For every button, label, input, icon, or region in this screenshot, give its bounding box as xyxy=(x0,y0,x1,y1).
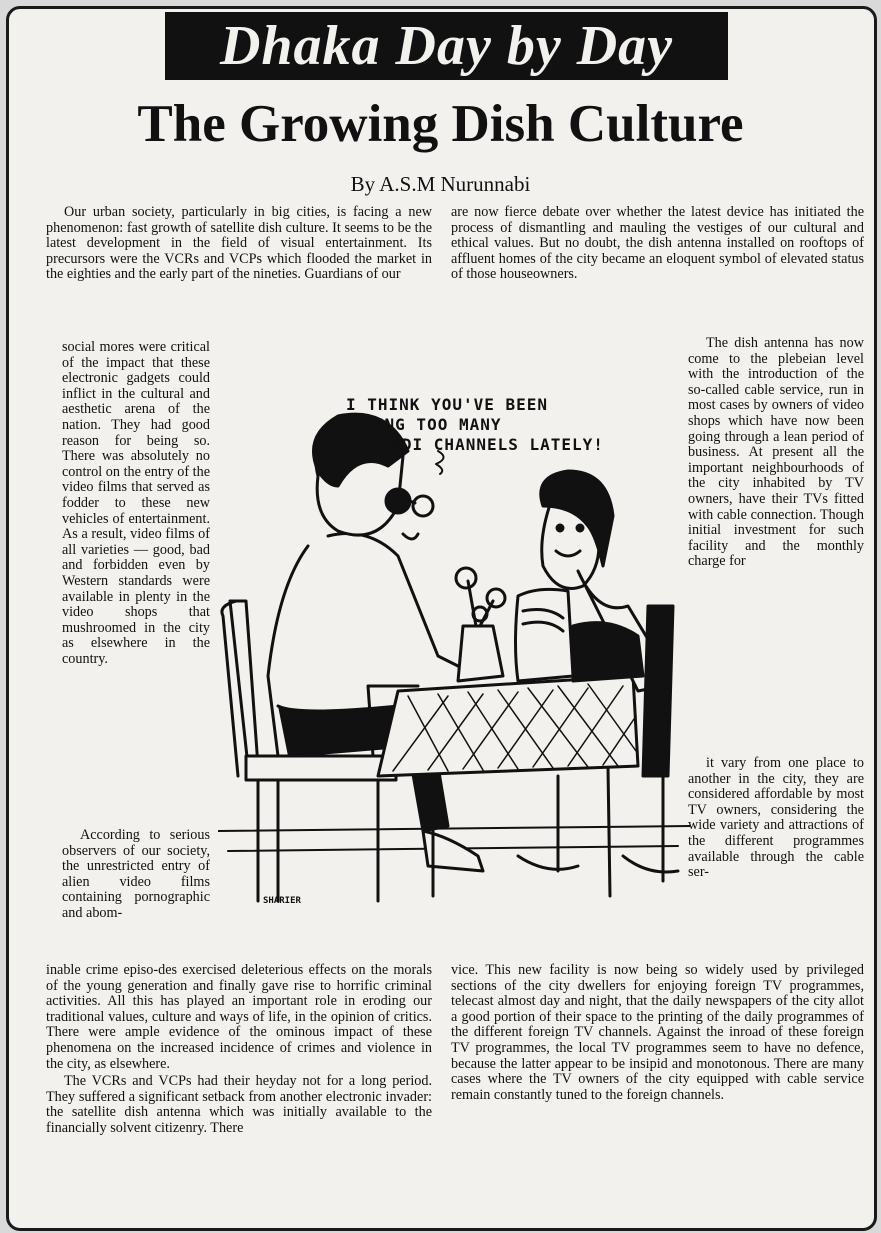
col1-top-text: Our urban society, particularly in big cities, is facing a new phenomenon: fast growth of satellite dish culture. It seems to be the latest development in the field of visual entertainment. Its precursors were the VCRs and VCPs which flooded the market in the eighties and the early part of the nineties. Guardians of our xyxy=(46,204,432,283)
col2-bottom-text: vice. This new facility is now being so widely used by privileged sections of the city dwellers for enjoying foreign TV programmes, telecast almost day and night, that the daily newspapers of the city allot a good portion of their space to the printing of the daily programmes of the different foreign TV channels. Against the inroad of these foreign TV programmes, the local TV programmes seem to have no defence, because the latter appear to be insipid and monotonous. There are many cases where the TV owners of the city equipped with cable service remain constantly tuned to the foreign channels. xyxy=(451,962,864,1103)
col1-wrap-text-a: social mores were critical of the impact that these electronic gadgets could inflict in the cultural and aesthetic arena of the nation. They had good reason for being so. There was absolutely no control on the entry of the video films that served as fodder to these new vehicles of entertainment. As a result, video films of all varieties — good, bad and forbidden even by Western standards were available in plenty in the video shops that mushroomed in the city as elsewhere in the country. xyxy=(62,339,210,667)
byline: By A.S.M Nurunnabi xyxy=(350,172,531,196)
speech-line-2: SEEING TOO MANY xyxy=(342,415,502,434)
headline: The Growing Dish Culture xyxy=(137,95,744,153)
cartoonist-signature: SHARIER xyxy=(263,896,301,906)
speech-line-1: I THINK YOU'VE BEEN xyxy=(346,395,549,414)
column-kicker: Dhaka Day by Day xyxy=(165,12,728,80)
col1-wrap-text-b: According to serious observers of our society, the unrestricted entry of alien video films containing pornographic and abom- xyxy=(62,827,210,921)
col1-bottom-text: inable crime episo-des exercised deleterious effects on the morals of the young generation and finally gave rise to horrific criminal activities. All this has played an important role in eroding our traditional values, culture and ways of life, in the opinion of critics. There were ample evidence of the ominous impact of these phenomena on the increased incidence of crimes and violence in the city, as elsewhere. The VCRs and VCPs had their heyday not for a long period. They suffered a significant setback from another electronic invader: the satellite dish antenna which was initially available to the financially solvent citizenry. There xyxy=(46,962,432,1136)
col2-wrap-text-a: The dish antenna has now come to the plebeian level with the introduction of the so-called cable service, run in most cases by owners of video shops which have now been going through a lean period of business. At present all the important neighbourhoods of the city inhabited by TV owners, have their TVs fitted with cable connection. Though initial investment for such facility and the monthly charge for xyxy=(688,335,864,570)
col2-top-text: are now fierce debate over whether the latest device has initiated the process of dismantling and mauling the vestiges of our cultural and ethical values. But no doubt, the dish antenna installed on rooftops of affluent homes of the city became an eloquent symbol of elevated status of those houseowners. xyxy=(451,204,864,283)
col2-wrap-text-b: it vary from one place to another in the city, they are considered affordable by most TV owners, considering the wide variety and attractions of the different programmes available through the cable ser- xyxy=(688,755,864,881)
speech-line-3: HINDI CHANNELS LATELY! xyxy=(370,435,604,454)
cartoon-illustration xyxy=(218,356,690,911)
